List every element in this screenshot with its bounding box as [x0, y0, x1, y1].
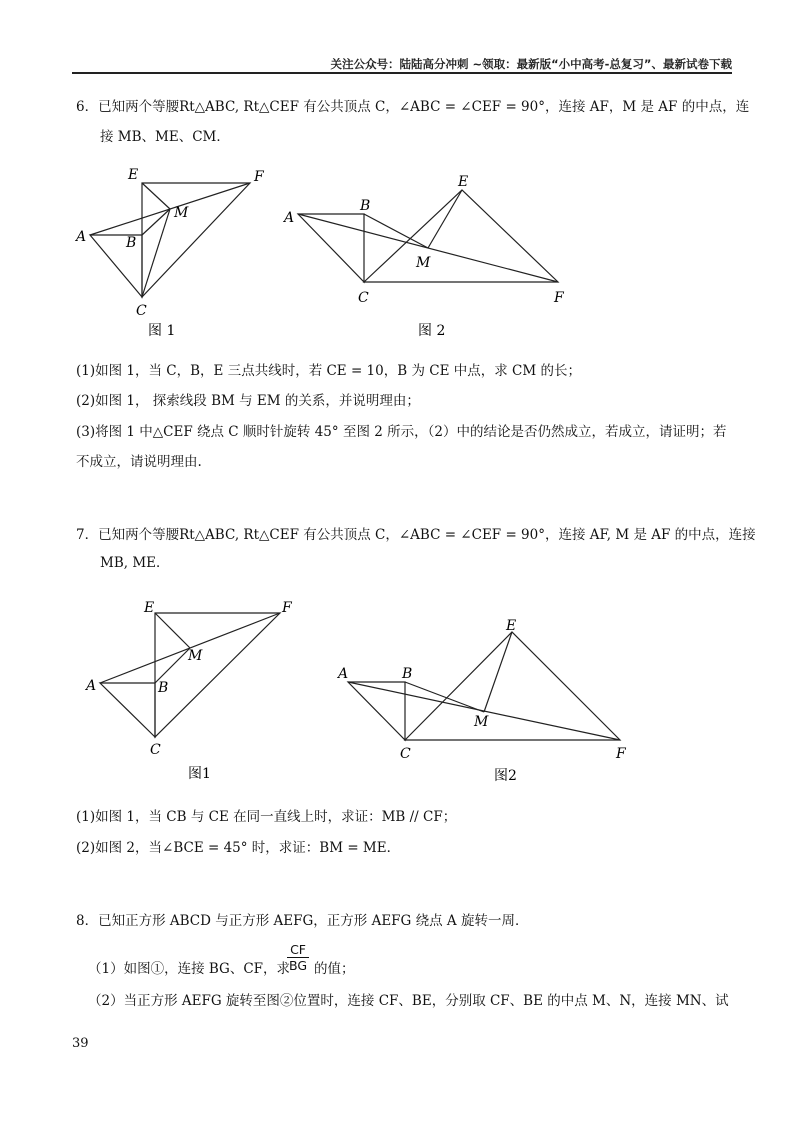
p6f1-label-a: A	[76, 229, 87, 245]
problem7-stem-line2: MB, ME．	[100, 555, 170, 571]
p7f1-label-m: M	[188, 648, 203, 664]
problem8-question1-before: （1）如图①，连接 BG、CF，求	[88, 961, 291, 977]
problem7-figure1	[80, 600, 300, 780]
p7f2-label-a: A	[338, 666, 349, 682]
p7f2-label-c: C	[400, 746, 411, 762]
p7f1-segment-mb	[155, 648, 190, 683]
problem7-question2: (2)如图 2，当∠BCE = 45° 时，求证：BM = ME．	[76, 840, 401, 856]
p7f2-label-f: F	[616, 746, 626, 762]
problem8-stem: 8．已知正方形 ABCD 与正方形 AEFG，正方形 AEFG 绕点 A 旋转一周．	[76, 913, 529, 929]
p6f2-label-e: E	[458, 174, 469, 190]
problem7-question1: (1)如图 1，当 CB 与 CE 在同一直线上时，求证：MB // CF；	[76, 809, 457, 825]
problem6-question2: (2)如图 1， 探索线段 BM 与 EM 的关系，并说明理由；	[76, 393, 420, 409]
problem6-question3-line1: (3)将图 1 中△CEF 绕点 C 顺时针旋转 45° 至图 2 所示，（2）中的结论是否仍然成立，若成立，请证明；若	[76, 424, 727, 440]
p6f2-label-b: B	[360, 198, 371, 214]
page-number: 39	[72, 1036, 89, 1051]
p6f1-label-f: F	[254, 169, 264, 185]
p7f1-label-b: B	[158, 680, 169, 696]
p6f2-caption: 图 2	[418, 323, 446, 339]
p6f1-label-b: B	[126, 235, 137, 251]
header-rule	[72, 72, 732, 74]
p7f1-label-c: C	[150, 742, 161, 758]
problem8-fraction	[287, 942, 309, 973]
problem7-figure2	[330, 620, 630, 800]
p6f2-label-f: F	[554, 290, 564, 306]
p7f2-segment-me	[484, 632, 512, 712]
p7f1-caption: 图1	[188, 766, 211, 782]
p7f2-triangle-abc	[348, 682, 405, 740]
problem6-stem-line2: 接 MB、ME、CM．	[100, 129, 230, 145]
p6f2-triangle-abc	[298, 214, 364, 282]
problem6-question1: (1)如图 1，当 C，B，E 三点共线时，若 CE = 10，B 为 CE 中点，求 CM 的长；	[76, 363, 581, 379]
p7f1-label-f: F	[282, 600, 292, 616]
problem6-question3-line2: 不成立，请说明理由.	[76, 454, 202, 470]
p7f2-label-m: M	[474, 714, 489, 730]
problem8-question1-after: 的值；	[314, 961, 355, 977]
p7f2-triangle-cef	[405, 632, 620, 740]
p7f2-label-b: B	[402, 666, 413, 682]
fraction-numerator: CF	[287, 942, 309, 958]
fraction-denominator: BG	[289, 958, 308, 973]
p6f2-label-c: C	[358, 290, 369, 306]
p6f1-label-m: M	[174, 205, 189, 221]
problem6-figure2	[280, 170, 580, 340]
problem8-question2: （2）当正方形 AEFG 旋转至图②位置时，连接 CF、BE，分别取 CF、BE 的中点 M、N，连接 MN、试	[88, 993, 729, 1009]
p7f1-label-a: A	[86, 678, 97, 694]
p6f1-label-e: E	[128, 167, 139, 183]
p6f2-label-m: M	[416, 255, 431, 271]
p7f1-triangle-abc	[100, 683, 155, 737]
p6f1-caption: 图 1	[148, 323, 176, 339]
problem6-figure1	[70, 165, 270, 339]
p7f1-label-e: E	[144, 600, 155, 616]
problem7-stem-line1: 7．已知两个等腰Rt△ABC, Rt△CEF 有公共顶点 C，∠ABC = ∠CEF = 90°，连接 AF, M 是 AF 的中点，连接	[76, 527, 756, 543]
p7f2-label-e: E	[506, 618, 517, 634]
page-header: 关注公众号：陆陆高分冲刺 ~领取：最新版“小中高考-总复习”、最新试卷下载	[330, 57, 732, 71]
p7f2-caption: 图2	[494, 768, 517, 784]
p6f2-label-a: A	[284, 210, 295, 226]
p6f1-label-c: C	[136, 303, 147, 319]
p6f2-triangle-cef	[364, 190, 558, 282]
p7f1-segment-me	[155, 613, 190, 648]
p6f2-segment-me	[428, 190, 462, 248]
p6f1-segment-me	[142, 183, 170, 209]
problem6-stem-line1: 6．已知两个等腰Rt△ABC, Rt△CEF 有公共顶点 C，∠ABC = ∠CEF = 90°，连接 AF，M 是 AF 的中点，连	[76, 99, 750, 115]
